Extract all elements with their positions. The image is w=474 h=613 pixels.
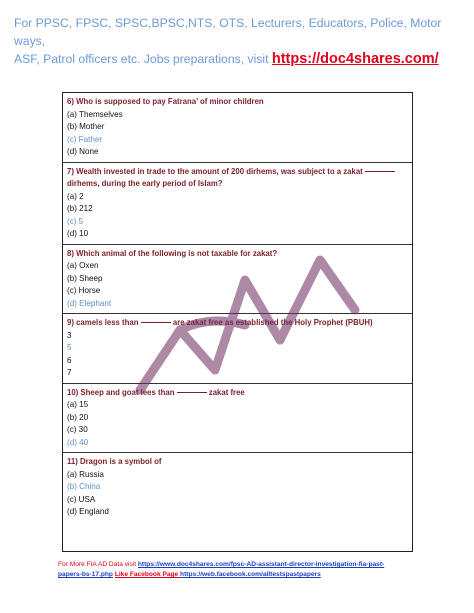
header-line-2-text: ASF, Patrol officers etc. Jobs preparations, visit [14, 52, 272, 66]
option-10c: (c) 30 [67, 425, 88, 434]
fia-past-papers-link[interactable]: https://www.doc4shares.com/fpsc-AD-assistant-director-investigation-fia-past- [137, 561, 385, 568]
option-11d: (d) England [67, 507, 109, 516]
footer-prefix: For More FIA AD Data visit [58, 561, 138, 568]
option-8a: (a) Oxen [67, 261, 99, 270]
question-block-6 [63, 93, 412, 163]
question-9-pre: 9) camels less than [67, 318, 141, 327]
blank-line [365, 171, 395, 172]
question-9-post: are zakat free as established the Holy Prophet (PBUH) [170, 318, 373, 327]
option-10d-answer: (d) 40 [67, 437, 89, 447]
question-block-8 [63, 245, 412, 315]
option-11a: (a) Russia [67, 469, 104, 479]
option-9d: 7 [67, 368, 72, 377]
question-8-text: 8) Which animal of the following is not taxable for zakat? [67, 248, 278, 258]
option-7c-answer: (c) 5 [67, 216, 84, 226]
option-8b: (b) Sheep [67, 273, 103, 283]
question-10-pre: 10) Sheep and goat lees than [67, 387, 177, 397]
site-link[interactable]: https://doc4shares.com/ [271, 51, 439, 67]
option-11c: (c) USA [67, 494, 96, 504]
question-7-line-1: 7) Wealth invested in trade to the amount of 200 dirhems, was subject to a zakat [67, 166, 363, 176]
option-6b: (b) Mother [67, 122, 105, 131]
option-9a: 3 [67, 330, 72, 340]
header-line-1: For PPSC, FPSC, SPSC,BPSC,NTS, OTS, Lecturers, Educators, Police, Motor ways, [14, 16, 442, 48]
question-6-text: 6) Who is supposed to pay Fatrana’ of minor children [67, 97, 264, 106]
question-10-text [67, 387, 409, 400]
option-6c-answer: (c) Father [67, 134, 103, 144]
option-7a: (a) 2 [67, 191, 84, 201]
question-10-post: zakat free [206, 387, 245, 397]
question-11-text: 11) Dragon is a symbol of [67, 457, 162, 466]
option-10b: (b) 20 [67, 412, 89, 422]
option-9b-answer: 5 [67, 343, 72, 352]
option-6d: (d) None [67, 147, 99, 156]
question-9-text [67, 317, 409, 330]
question-block-9 [63, 314, 412, 384]
option-11b-answer: (b) China [67, 482, 101, 491]
blank-line [177, 392, 207, 393]
blank-line [141, 322, 171, 323]
question-block-7 [63, 163, 412, 245]
option-10a: (a) 15 [67, 400, 89, 409]
option-7d: (d) 10 [67, 229, 89, 238]
option-8c: (c) Horse [67, 286, 101, 295]
question-7-text [67, 166, 409, 179]
option-9c: 6 [67, 355, 72, 365]
question-7-line-2: dirhems, during the early period of Islam? [67, 179, 223, 188]
question-table [62, 92, 413, 552]
option-7b: (b) 212 [67, 204, 93, 213]
fia-past-papers-link-cont[interactable]: papers-bs-17.php [58, 571, 113, 578]
page-header [14, 14, 464, 68]
facebook-page-label[interactable]: Like Facebook Page [114, 571, 181, 578]
option-8d-answer: (d) Elephant [67, 298, 112, 308]
question-block-10 [63, 384, 412, 454]
option-6a: (a) Themselves [67, 109, 123, 119]
facebook-page-link[interactable]: https://web.facebook.com/alltestspastpapers [180, 571, 321, 578]
page-footer [58, 560, 438, 580]
header-line-2 [14, 50, 464, 68]
question-block-11 [63, 453, 412, 522]
